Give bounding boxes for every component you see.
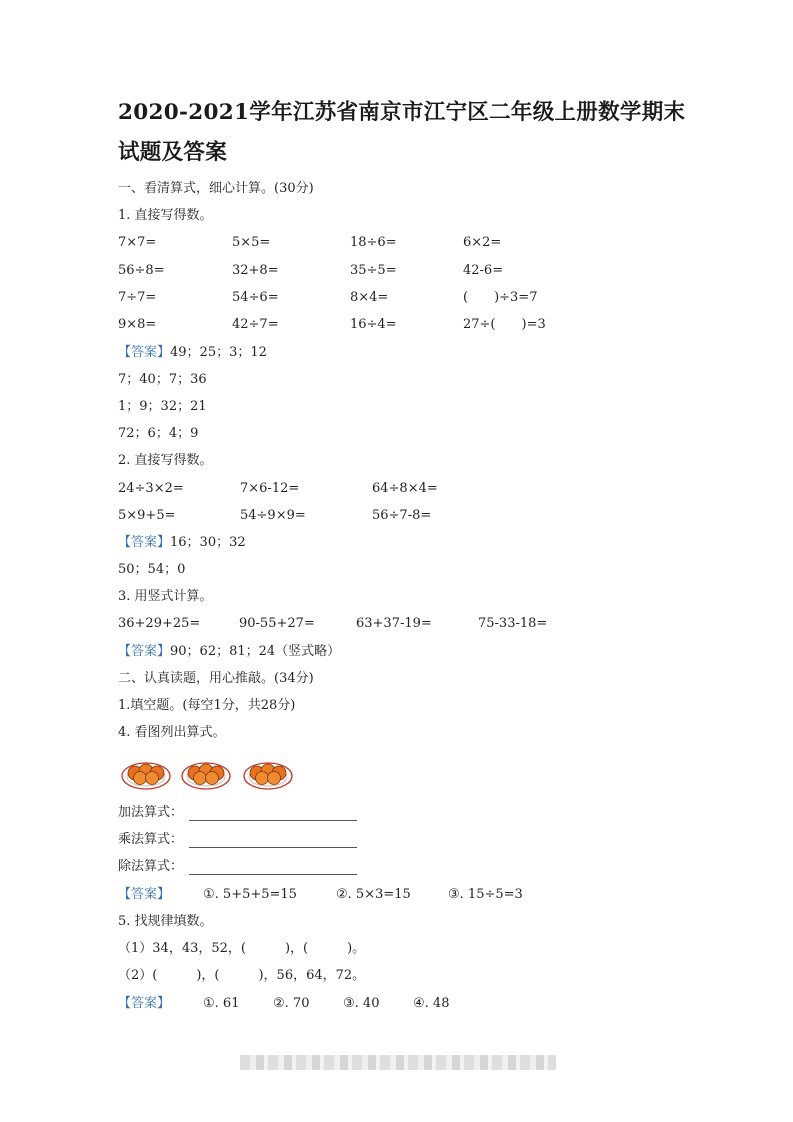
q4-label: 4. 看图列出算式。 — [118, 725, 226, 740]
q2-answer-line-2: 50；54；0 — [118, 562, 186, 577]
plate-2 — [182, 763, 230, 789]
division-answer-line[interactable] — [189, 874, 357, 875]
orange-plates-image — [120, 750, 300, 792]
blurred-footer-watermark — [240, 1055, 556, 1070]
q5-answer — [118, 995, 170, 1013]
q2-r1-c2: 7×6-12= — [240, 481, 300, 496]
section2-heading: 二、认真读题，用心推敲。(34分) — [118, 671, 314, 686]
q1-r4-c4: 27÷( )=3 — [463, 317, 546, 332]
q1-r3-c2: 54÷6= — [232, 290, 279, 305]
answer-tag: 【答案】 — [118, 887, 171, 902]
q5-line-1: （1）34，43，52，( )，( )。 — [118, 941, 366, 956]
multiplication-field-label: 乘法算式： — [118, 832, 184, 847]
q1-r4-c1: 9×8= — [118, 317, 157, 332]
q5-answer-2: ②. 70 — [273, 996, 310, 1011]
q1-r1-c1: 7×7= — [118, 235, 157, 250]
q1-answer-line-4: 72；6；4；9 — [118, 426, 199, 441]
q3-answer — [118, 643, 340, 661]
q1-r3-c4: ( )÷3=7 — [463, 290, 538, 305]
section2-sub: 1.填空题。(每空1分，共28分) — [118, 698, 296, 713]
q4-answer-2: ②. 5×3=15 — [336, 887, 411, 902]
q5-answer-4: ④. 48 — [413, 996, 450, 1011]
q1-answer — [118, 344, 267, 362]
q5-answer-1: ①. 61 — [203, 996, 240, 1011]
q3-item-2: 90-55+27= — [239, 616, 315, 631]
q5-label: 5. 找规律填数。 — [118, 914, 213, 929]
q4-answer-1: ①. 5+5+5=15 — [203, 887, 297, 902]
q3-label: 3. 用竖式计算。 — [118, 589, 213, 604]
multiplication-answer-line[interactable] — [189, 847, 357, 848]
answer-tag: 【答案】 — [118, 345, 171, 360]
q1-answer-line-3: 1；9；32；21 — [118, 399, 207, 414]
q2-r1-c3: 64÷8×4= — [372, 481, 438, 496]
q5-line-2: （2）( )，( )，56，64，72。 — [118, 968, 366, 983]
q1-r2-c3: 35÷5= — [350, 263, 397, 278]
answer-tag: 【答案】 — [118, 644, 171, 659]
division-field-label: 除法算式： — [118, 859, 184, 874]
q1-r1-c2: 5×5= — [232, 235, 271, 250]
q2-r2-c1: 5×9+5= — [118, 508, 176, 523]
plate-3 — [244, 763, 292, 789]
q1-r4-c2: 42÷7= — [232, 317, 279, 332]
q1-r1-c4: 6×2= — [463, 235, 502, 250]
section1-heading: 一、看清算式，细心计算。(30分) — [118, 181, 314, 196]
plate-1 — [122, 763, 170, 789]
q3-item-1: 36+29+25= — [118, 616, 201, 631]
q1-r3-c3: 8×4= — [350, 290, 389, 305]
q3-item-3: 63+37-19= — [356, 616, 432, 631]
page-title: 2020-2021学年江苏省南京市江宁区二年级上册数学期末试题及答案 — [118, 100, 686, 165]
answer-tag: 【答案】 — [118, 535, 171, 550]
q3-answer-text: 90；62；81；24（竖式略） — [170, 644, 341, 659]
q4-answer — [118, 886, 170, 904]
answer-tag: 【答案】 — [118, 996, 171, 1011]
q2-r2-c2: 54÷9×9= — [240, 508, 306, 523]
q3-item-4: 75-33-18= — [478, 616, 548, 631]
q1-r1-c3: 18÷6= — [350, 235, 397, 250]
q1-r2-c4: 42-6= — [463, 263, 504, 278]
q1-r3-c1: 7÷7= — [118, 290, 157, 305]
q1-r4-c3: 16÷4= — [350, 317, 397, 332]
q5-answer-3: ③. 40 — [343, 996, 380, 1011]
q2-answer — [118, 534, 246, 552]
q1-answer-line-2: 7；40；7；36 — [118, 372, 207, 387]
q1-label: 1. 直接写得数。 — [118, 208, 213, 223]
q1-r2-c2: 32+8= — [232, 263, 279, 278]
q2-r2-c3: 56÷7-8= — [372, 508, 432, 523]
addition-field-label: 加法算式： — [118, 805, 184, 820]
addition-answer-line[interactable] — [189, 820, 357, 821]
q2-label: 2. 直接写得数。 — [118, 453, 213, 468]
q4-answer-3: ③. 15÷5=3 — [448, 887, 523, 902]
q2-answer-line-1: 16；30；32 — [170, 535, 246, 550]
q1-r2-c1: 56÷8= — [118, 263, 165, 278]
q2-r1-c1: 24÷3×2= — [118, 481, 184, 496]
q1-answer-line-1: 49；25；3；12 — [170, 345, 267, 360]
